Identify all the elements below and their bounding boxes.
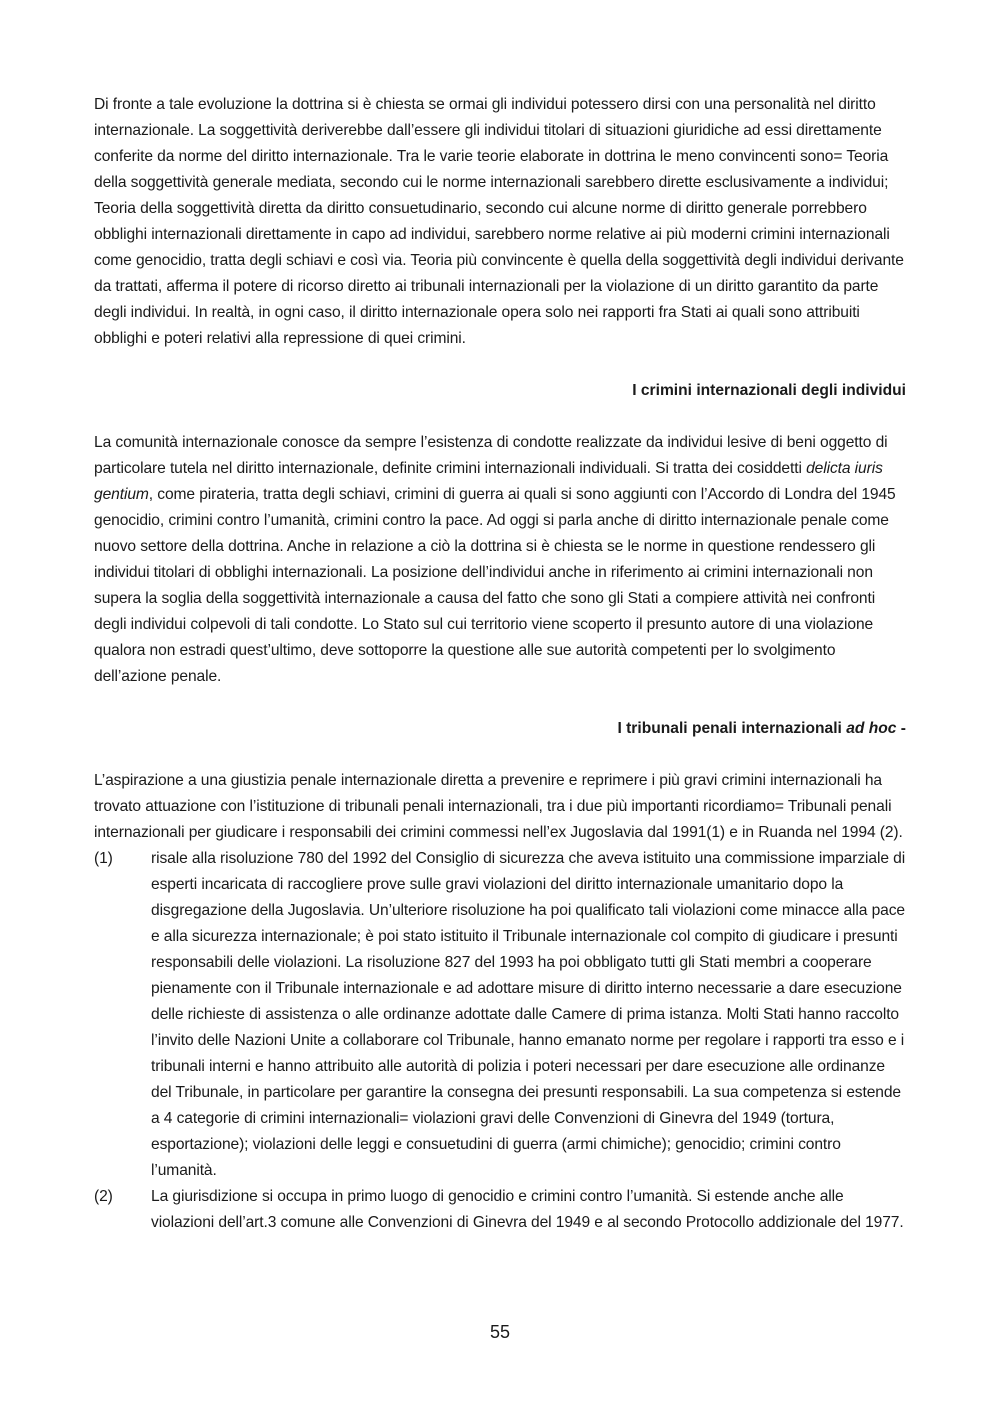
latin-term: delicta iuris gentium — [94, 460, 883, 503]
note-number: (2) — [94, 1188, 113, 1205]
note-item — [94, 846, 906, 1184]
heading-text: - — [896, 720, 906, 737]
paragraph-ad-hoc-tribunals: L’aspirazione a una giustizia penale internazionale diretta a prevenire e reprimere i più gravi crimini internazionali ha trovato attuazione con l’istituzione di tribunali penali internazionali, tra i due più importanti ricordiamo= Tribunali penali internazionali per giudicare i responsabili dei crimini commessi nell’ex Jugoslavia dal 1991(1) e in Ruanda nel 1994 (2). — [94, 772, 903, 841]
note-item — [94, 1184, 906, 1236]
paragraph-international-crimes — [94, 430, 906, 690]
paragraph-individual-personality: Di fronte a tale evoluzione la dottrina si è chiesta se ormai gli individui potessero dirsi con una personalità nel diritto internazionale. La soggettività deriverebbe dall’essere gli individui titolari di situazioni giuridiche ad essi direttamente conferite da norme del diritto internazionale. Tra le varie teorie elaborate in dottrina le meno convincenti sono= Teoria della soggettività generale mediata, secondo cui le norme internazionali sarebbero dirette esclusivamente a individui; Teoria della soggettività diretta da diritto consuetudinario, secondo cui alcune norme di diritto generale porrebbero obblighi internazionali direttamente in capo ad individui, sarebbero norme relative ai più moderni crimini internazionali come genocidio, tratta degli schiavi e così via. Teoria più convincente è quella della soggettività degli individui derivante da trattati, afferma il potere di ricorso diretto ai tribunali internazionali per la violazione di un diritto garantito da parte degli individui. In realtà, in ogni caso, il diritto internazionale opera solo nei rapporti fra Stati ai quali sono attribuiti obblighi e poteri relativi alla repressione di quei crimini. — [94, 96, 904, 347]
spacer — [94, 352, 906, 378]
heading-text: I tribunali penali internazionali — [617, 720, 847, 737]
spacer — [94, 690, 906, 716]
spacer — [94, 742, 906, 768]
spacer — [94, 404, 906, 430]
paragraph-text: La comunità internazionale conosce da sempre l’esistenza di condotte realizzate da individui lesive di beni oggetto di particolare tutela nel diritto internazionale, definite crimini internazionali individuali. Si tratta dei cosiddetti — [94, 434, 888, 477]
paragraph-text: , come pirateria, tratta degli schiavi, crimini di guerra ai quali si sono aggiunti con l’Accordo di Londra del 1945 genocidio, crimini contro l’umanità, crimini contro la pace. Ad oggi si parla anche di diritto internazionale penale come nuovo settore della dottrina. Anche in relazione a ciò la dottrina si è chiesta se le norme in questione rendessero gli individui titolari di obblighi internazionali. La posizione dell’individui anche in riferimento ai crimini internazionali non supera la soglia della soggettività internazionale a causa del fatto che sono gli Stati a compiere attività nei confronti degli individui colpevoli di tali condotte. Lo Stato sul cui territorio viene scoperto il presunto autore di una violazione qualora non estradi quest’ultimo, deve sottoporre la questione alle sue autorità competenti per lo svolgimento dell’azione penale. — [94, 486, 896, 685]
note-number: (1) — [94, 850, 113, 867]
heading-italic-text: ad hoc — [846, 720, 897, 737]
section-heading-international-crimes: I crimini internazionali degli individui — [632, 382, 906, 399]
note-text: La giurisdizione si occupa in primo luogo di genocidio e crimini contro l’umanità. Si estende anche alle violazioni dell’art.3 comune alle Convenzioni di Ginevra del 1949 e al secondo Protocollo addizionale del 1977. — [151, 1188, 904, 1231]
page-body — [94, 92, 906, 1236]
section-heading-ad-hoc-tribunals — [94, 716, 906, 742]
note-text: risale alla risoluzione 780 del 1992 del Consiglio di sicurezza che aveva istituito una commissione imparziale di esperti incaricata di raccogliere prove sulle gravi violazioni del diritto internazionale umanitario dopo la disgregazione della Jugoslavia. Un’ulteriore risoluzione ha poi qualificato tali violazioni come minacce alla pace e alla sicurezza internazionale; è poi stato istituito il Tribunale internazionale col compito di giudicare i presunti responsabili delle violazioni. La risoluzione 827 del 1993 ha poi obbligato tutti gli Stati membri a cooperare pienamente con il Tribunale internazionale e ad adottare misure di diritto interno necessarie a dare esecuzione delle richieste di assistenza o alle ordinanze adottate dalle Camere di prima istanza. Molti Stati hanno raccolto l’invito delle Nazioni Unite a collaborare col Tribunale, hanno emanato norme per regolare i rapporti tra esso e i tribunali interni e hanno attribuito alle autorità di polizia i poteri necessari per dare esecuzione alle ordinanze del Tribunale, in particolare per garantire la consegna dei presunti responsabili. La sua competenza si estende a 4 categorie di crimini internazionali= violazioni gravi delle Convenzioni di Ginevra del 1949 (tortura, esportazione); violazioni delle leggi e consuetudini di guerra (armi chimiche); genocidio; crimini contro l’umanità. — [151, 850, 906, 1179]
page-number: 55 — [489, 1322, 511, 1342]
